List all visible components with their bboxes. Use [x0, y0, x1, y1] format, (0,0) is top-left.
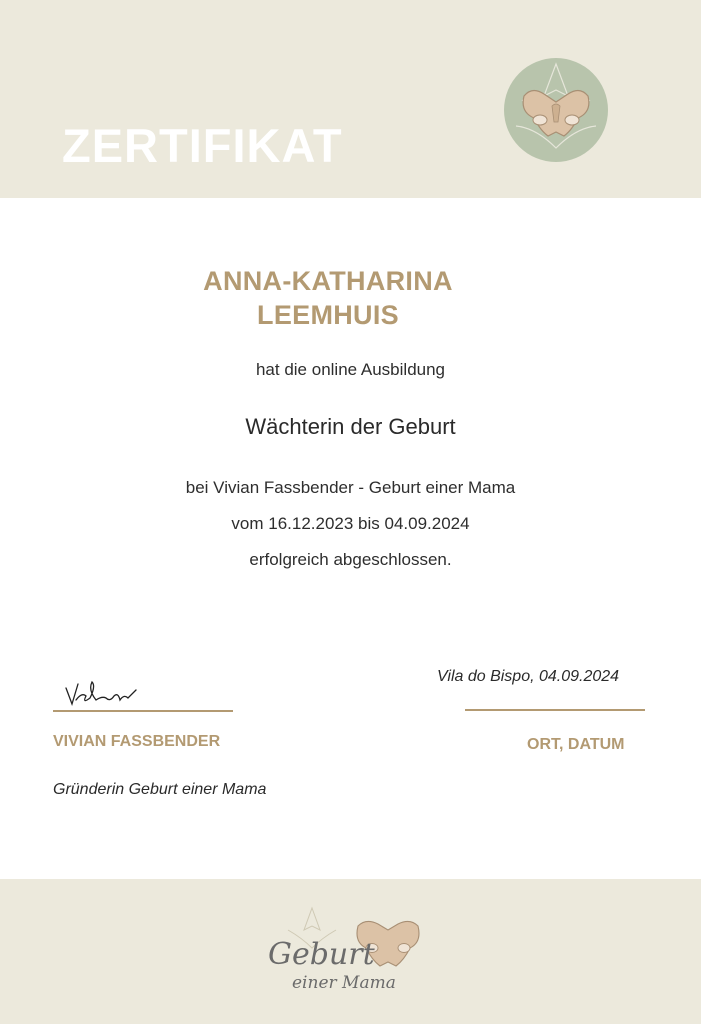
signer-role: Gründerin Geburt einer Mama	[53, 781, 267, 798]
logo-word-einer-mama: einer Mama	[292, 973, 396, 993]
completion-text: erfolgreich abgeschlossen.	[249, 550, 452, 569]
recipient-name-line2: LEEMHUIS	[257, 300, 399, 330]
geburt-logo-icon	[262, 900, 442, 1000]
signature-scribble	[62, 678, 142, 714]
signature-line	[53, 710, 233, 712]
provider-text: bei Vivian Fassbender - Geburt einer Mama	[185, 478, 516, 497]
pelvis-emblem-icon	[502, 56, 610, 164]
period-text: vom 16.12.2023 bis 04.09.2024	[231, 514, 470, 533]
course-title: Wächterin der Geburt	[245, 414, 456, 439]
place-date-label: ORT, DATUM	[527, 736, 625, 753]
signer-name: VIVIAN FASSBENDER	[53, 733, 221, 750]
place-date-line	[465, 709, 645, 711]
recipient-name-line1: ANNA-KATHARINA	[203, 266, 453, 296]
logo-word-geburt: Geburt	[268, 937, 375, 972]
certificate-title: ZERTIFIKAT	[62, 119, 343, 172]
intro-text: hat die online Ausbildung	[255, 360, 446, 379]
place-date-value: Vila do Bispo, 04.09.2024	[437, 668, 620, 685]
